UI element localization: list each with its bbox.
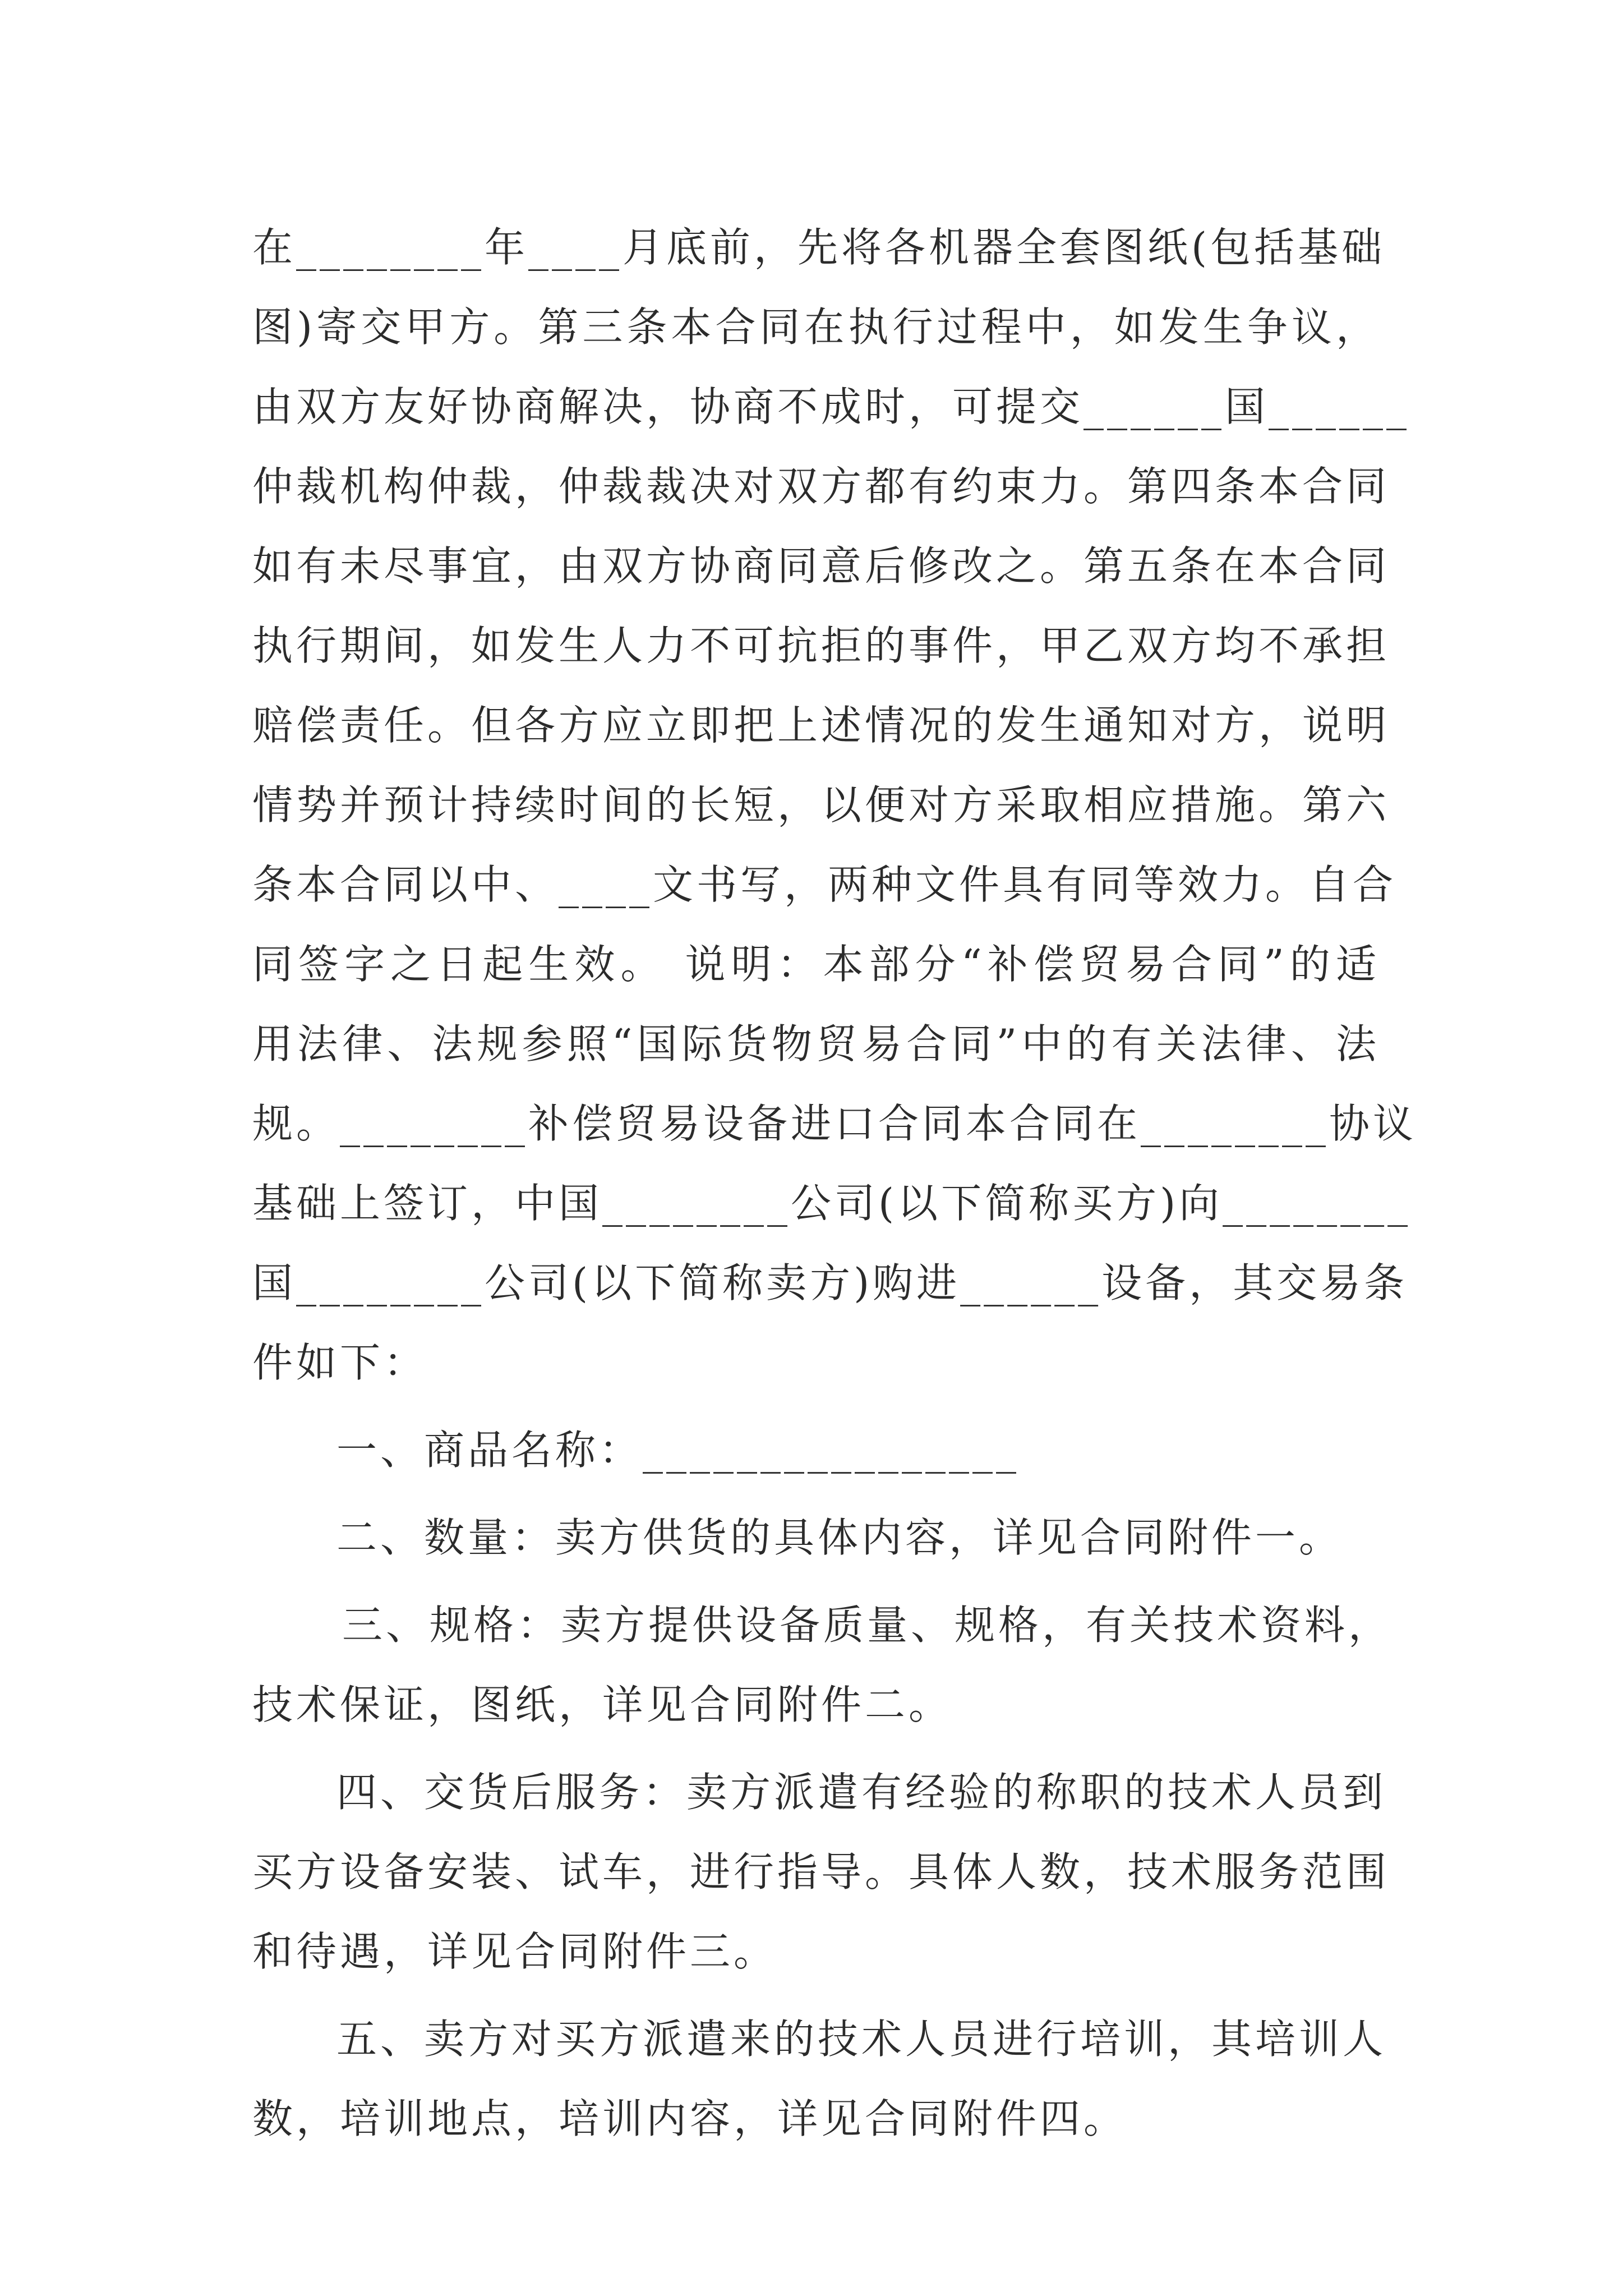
text-line: 图)寄交甲方。第三条本合同在执行过程中，如发生争议， [252, 303, 1380, 351]
text-line: 数，培训地点，培训内容，详见合同附件四。 [252, 2095, 1128, 2142]
text-line: 二、数量：卖方供货的具体内容，详见合同附件一。 [336, 1514, 1343, 1561]
text-line: 同签字之日起生效。 说明：本部分“补偿贸易合同”的适 [252, 941, 1380, 988]
text-line: 和待遇，详见合同附件三。 [252, 1928, 778, 1975]
text-line: 技术保证，图纸，详见合同附件二。 [252, 1681, 953, 1728]
text-line: 四、交货后服务：卖方派遣有经验的称职的技术人员到 [336, 1769, 1387, 1816]
text-line: 用法律、法规参照“国际货物贸易合同”中的有关法律、法 [252, 1020, 1380, 1068]
contract-page [252, 208, 1417, 2159]
item-training [252, 1999, 1387, 2159]
text-line: 一、商品名称：________________ [336, 1427, 1020, 1474]
contract-clauses-paragraph [252, 208, 1417, 1402]
text-line: 情势并预计持续时间的长短，以便对方采取相应措施。第六 [252, 781, 1390, 829]
text-line: 国________公司(以下简称卖方)购进______设备，其交易条 [252, 1259, 1408, 1306]
item-specification [252, 1585, 1393, 1745]
text-line: 由双方友好协商解决，协商不成时，可提交______国______ [252, 383, 1410, 430]
text-line: 三、规格：卖方提供设备质量、规格，有关技术资料， [342, 1602, 1393, 1649]
item-quantity [252, 1498, 1380, 1577]
text-line: 在________年____月底前，先将各机器全套图纸(包括基础 [252, 224, 1386, 271]
text-line: 基础上签订，中国________公司(以下简称买方)向________ [252, 1180, 1412, 1227]
text-line: 执行期间，如发生人力不可抗拒的事件，甲乙双方均不承担 [252, 622, 1390, 669]
text-line: 五、卖方对买方派遣来的技术人员进行培训，其培训人 [336, 2016, 1387, 2063]
text-line: 如有未尽事宜，由双方协商同意后修改之。第五条在本合同 [252, 542, 1390, 590]
item-after-delivery-service [252, 1752, 1390, 1991]
item-product-name [252, 1410, 1380, 1490]
text-line: 规。________补偿贸易设备进口合同本合同在________协议 [252, 1100, 1417, 1147]
text-line: 条本合同以中、____文书写，两种文件具有同等效力。自合 [252, 861, 1397, 908]
text-line: 件如下： [252, 1339, 428, 1386]
text-line: 赔偿责任。但各方应立即把上述情况的发生通知对方，说明 [252, 702, 1390, 749]
text-line: 仲裁机构仲裁，仲裁裁决对双方都有约束力。第四条本合同 [252, 463, 1390, 510]
text-line: 买方设备安装、试车，进行指导。具体人数，技术服务范围 [252, 1848, 1390, 1895]
